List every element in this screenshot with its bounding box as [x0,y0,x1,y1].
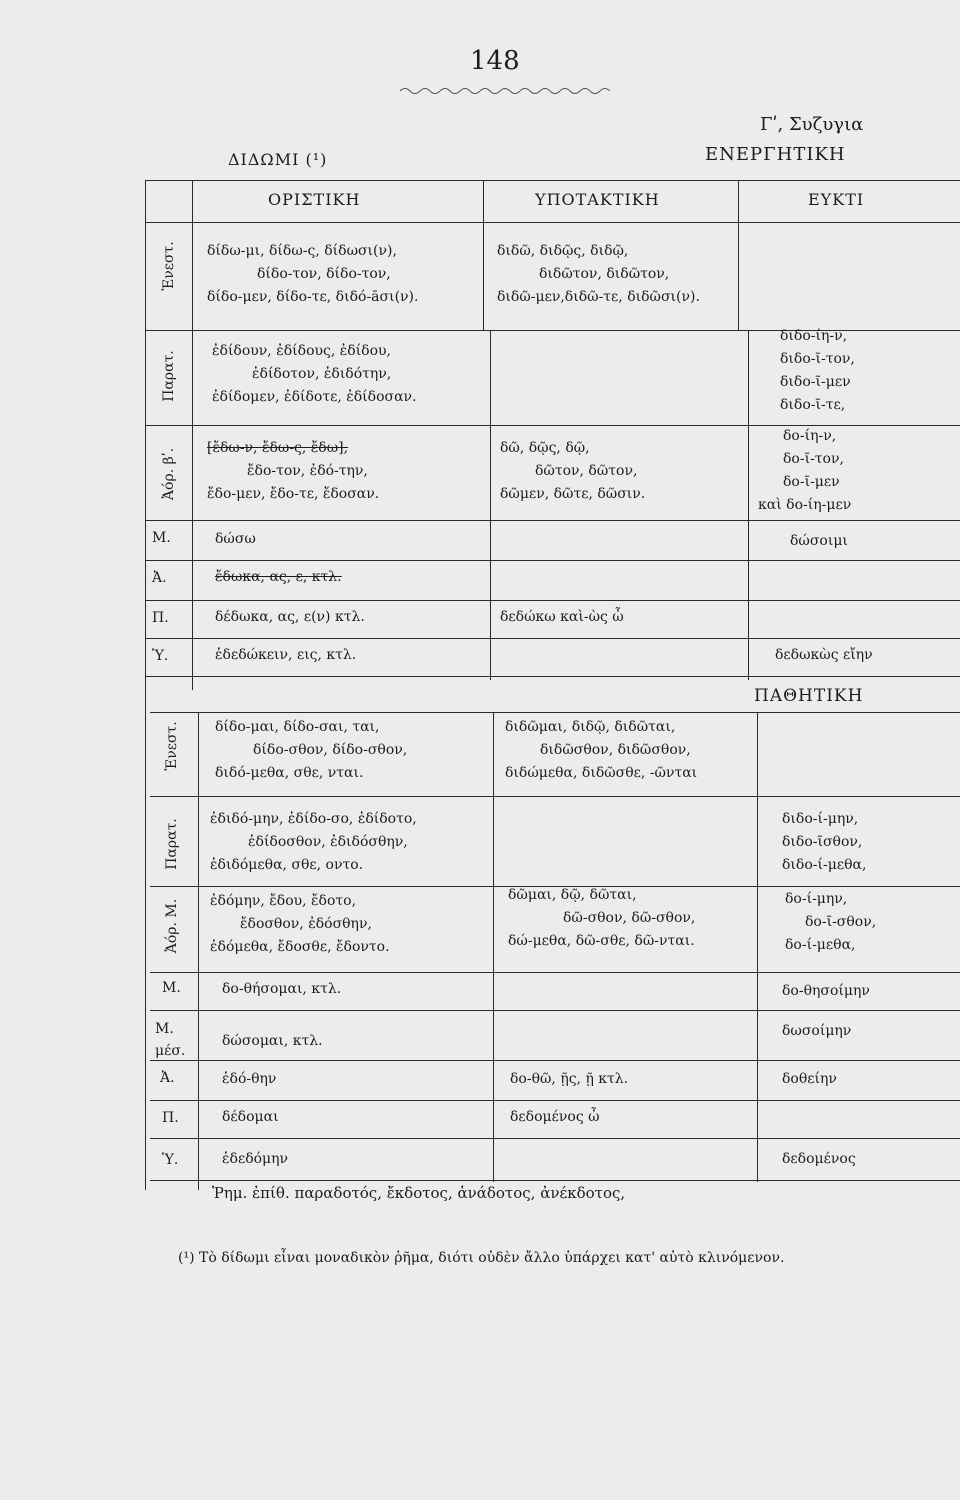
passive-aorist-middle-subjunctive [508,884,695,953]
active-perfect-subjunctive: δεδώκω καὶ-ὼς ὦ [500,609,624,625]
verbal-adjectives: Ῥημ. ἐπίθ. παραδοτός, ἔκδοτος, ἀνάδοτος, ἀνέκδοτος, [212,1184,626,1202]
passive-aorist-optative: δοθείην [782,1071,837,1087]
form-line: δο-ῖ-σθον, [805,914,877,930]
form-line: διδώμεθα, διδῶσθε, -ῶνται [505,765,698,781]
ornament-squiggle [400,86,610,96]
passive-pluperfect-optative: δεδομένος [782,1151,856,1167]
verb-heading: ΔΙΔΩΜΙ (¹) [228,150,328,169]
column-header-indicative: ΟΡΙΣΤΙΚΗ [268,190,361,209]
row-rule [145,560,960,561]
column-divider-1 [483,180,484,330]
form-line: δο-ί-μην, [785,891,848,907]
form-line: ἔδοσθον, ἐδόσθην, [240,916,372,932]
passive-top-rule [150,712,960,713]
form-line: διδῶ-μεν,διδῶ-τε, διδῶσι(ν). [497,289,700,305]
active-present-indicative [207,240,418,309]
row-label-passive-future: Μ. [162,980,181,996]
row-label-passive-pluperfect: Ὑ. [162,1152,179,1168]
passive-perfect-indicative: δέδομαι [222,1109,279,1125]
conjugation-heading: Γʹ, Συζυγια [760,114,864,135]
form-line: διδῶμαι, διδῷ, διδῶται, [505,719,676,735]
active-perfect-indicative: δέδωκα, ας, ε(ν) κτλ. [215,609,365,625]
form-line: δίδο-τον, δίδο-τον, [257,266,391,282]
header-rule [145,222,960,223]
form-line: δῶ, δῷς, δῷ, [500,440,590,456]
form-line: διδῶτον, διδῶτον, [539,266,670,282]
active-aorist2-optative [758,425,851,517]
column-divider-1b [490,330,491,680]
row-label-aorist2: Ἀόρ. βʹ. [161,447,177,501]
active-future-optative: δώσοιμι [790,533,848,549]
left-border [145,180,146,1190]
form-line: διδο-ίη-ν, [780,328,848,344]
column-divider-2 [738,180,739,330]
form-line: ἐδίδοτον, ἐδιδότην, [252,366,392,382]
row-rule [145,520,960,521]
passive-aorist-indicative: ἐδό-θην [222,1071,277,1087]
form-line: ἔδο-τον, ἐδό-την, [247,463,368,479]
column-divider-1-passive [493,712,494,1182]
form-line: ἐδίδομεν, ἐδίδοτε, ἐδίδοσαν. [212,389,417,405]
form-line: ἐδιδόμεθα, σθε, οντο. [210,857,364,873]
column-divider-2b [748,330,749,680]
row-label-passive-imperfect: Παρατ. [164,818,180,870]
footnote: (¹) Τὸ δίδωμι εἶναι μοναδικὸν ῥῆμα, διότι οὐδὲν ἄλλο ὑπάρχει κατ' αὐτὸ κλινόμενον. [178,1250,785,1266]
form-line: δώ-μεθα, δῶ-σθε, δῶ-νται. [508,933,695,949]
row-rule [150,1138,960,1139]
active-aorist2-subjunctive [500,437,645,506]
form-line: ἔδο-μεν, ἔδο-τε, ἔδοσαν. [207,486,380,502]
table-top-rule [145,180,960,181]
column-header-subjunctive: ΥΠΟΤΑΚΤΙΚΗ [535,190,660,209]
passive-aorist-subjunctive: δο-θῶ, ῇς, ῇ κτλ. [510,1071,629,1087]
passive-imperfect-indicative [210,808,417,877]
form-line: δίδο-μεν, δίδο-τε, διδό-āσι(ν). [207,289,419,305]
active-future-indicative: δώσω [215,531,256,547]
row-rule [145,676,960,677]
row-label-passive-aorist: Ἀ. [160,1070,175,1086]
form-line: δῶμεν, δῶτε, δῶσιν. [500,486,646,502]
row-label-passive-perfect: Π. [162,1110,179,1126]
passive-aorist-middle-optative [785,888,876,957]
column-divider-2-passive [757,712,758,1182]
page-number: 148 [470,46,520,76]
form-line: διδο-ῖ-μεν [780,374,851,390]
row-rule [150,972,960,973]
passive-present-indicative [215,716,407,785]
form-line: [ἔδω-ν, ἔδω-ς, ἔδω], [207,440,349,456]
form-line: δίδο-σθον, δίδο-σθον, [253,742,408,758]
form-line: διδο-ῖσθον, [782,834,863,850]
row-label-passive-aorist-middle: Ἀόρ. Μ. [164,898,180,954]
form-line: δο-ῖ-τον, [783,451,844,467]
form-line: διδῶσθον, διδῶσθον, [540,742,691,758]
passive-future-optative: δο-θησοίμην [782,983,870,999]
row-label-passive-present: Ἐνεστ. [164,721,180,771]
row-rule [150,1060,960,1061]
active-imperfect-indicative [212,340,417,409]
form-line: ἐδίδοσθον, ἐδιδόσθην, [248,834,408,850]
form-line: δῶ-σθον, δῶ-σθον, [563,910,696,926]
form-line: διδο-ῖ-τε, [780,397,846,413]
row-label-aorist1: Ἀ. [152,570,167,586]
passive-present-subjunctive [505,716,697,785]
form-line: δῶμαι, δῷ, δῶται, [508,887,637,903]
form-line: διδο-ί-μην, [782,811,859,827]
label-divider-active [192,180,193,690]
active-pluperfect-optative: δεδωκὼς εἴην [775,647,873,663]
row-label-pluperfect: Ὑ. [152,648,169,664]
row-rule [145,638,960,639]
column-header-optative: ΕΥΚΤΙ [808,190,865,209]
form-line: διδο-ῖ-τον, [780,351,855,367]
form-line: δίδω-μι, δίδω-ς, δίδωσι(ν), [207,243,397,259]
active-present-subjunctive [497,240,700,309]
voice-heading-passive: ΠΑΘΗΤΙΚΗ [754,686,864,706]
passive-aorist-middle-indicative [210,890,390,959]
voice-heading-active: ΕΝΕΡΓΗΤΙΚΗ [705,144,846,165]
row-label-future: Μ. [152,530,171,546]
row-rule [150,1100,960,1101]
passive-perfect-subjunctive: δεδομένος ὦ [510,1109,600,1125]
row-rule [145,600,960,601]
row-label-middle-future: Μ. μέσ. [155,1021,186,1059]
passive-imperfect-optative [782,808,866,877]
form-line: διδό-μεθα, σθε, νται. [215,765,364,781]
row-rule [150,1010,960,1011]
form-line: διδο-ί-μεθα, [782,857,867,873]
label-divider-passive [198,712,199,1190]
row-rule [150,1180,960,1181]
form-line: ἐδόμεθα, ἔδοσθε, ἔδοντο. [210,939,390,955]
form-line: δο-ίη-ν, [783,428,837,444]
middle-future-optative: δωσοίμην [782,1023,852,1039]
active-pluperfect-indicative: ἐδεδώκειν, εις, κτλ. [215,647,357,663]
middle-future-indicative: δώσομαι, κτλ. [222,1033,323,1049]
row-label-imperfect: Παρατ. [161,350,177,402]
form-line: ἐδόμην, ἔδου, ἔδοτο, [210,893,357,909]
active-aorist2-indicative [207,437,379,506]
form-line: καὶ δο-ίη-μεν [758,497,852,513]
form-line: δῶτον, δῶτον, [535,463,638,479]
row-rule [150,796,960,797]
form-line: ἐδιδό-μην, ἐδίδο-σο, ἐδίδοτο, [210,811,417,827]
row-label-present: Ἐνεστ. [161,241,177,291]
row-label-perfect: Π. [152,610,169,626]
form-line: ἐδίδουν, ἐδίδους, ἐδίδου, [212,343,391,359]
passive-future-indicative: δο-θήσομαι, κτλ. [222,981,342,997]
active-imperfect-optative [780,325,855,417]
form-line: δίδο-μαι, δίδο-σαι, ται, [215,719,380,735]
active-aorist1-indicative: ἔδωκα, ας, ε, κτλ. [215,569,342,585]
form-line: δο-ῖ-μεν [783,474,840,490]
form-line: δο-ί-μεθα, [785,937,856,953]
form-line: διδῶ, διδῷς, διδῷ, [497,243,629,259]
passive-pluperfect-indicative: ἐδεδόμην [222,1151,289,1167]
